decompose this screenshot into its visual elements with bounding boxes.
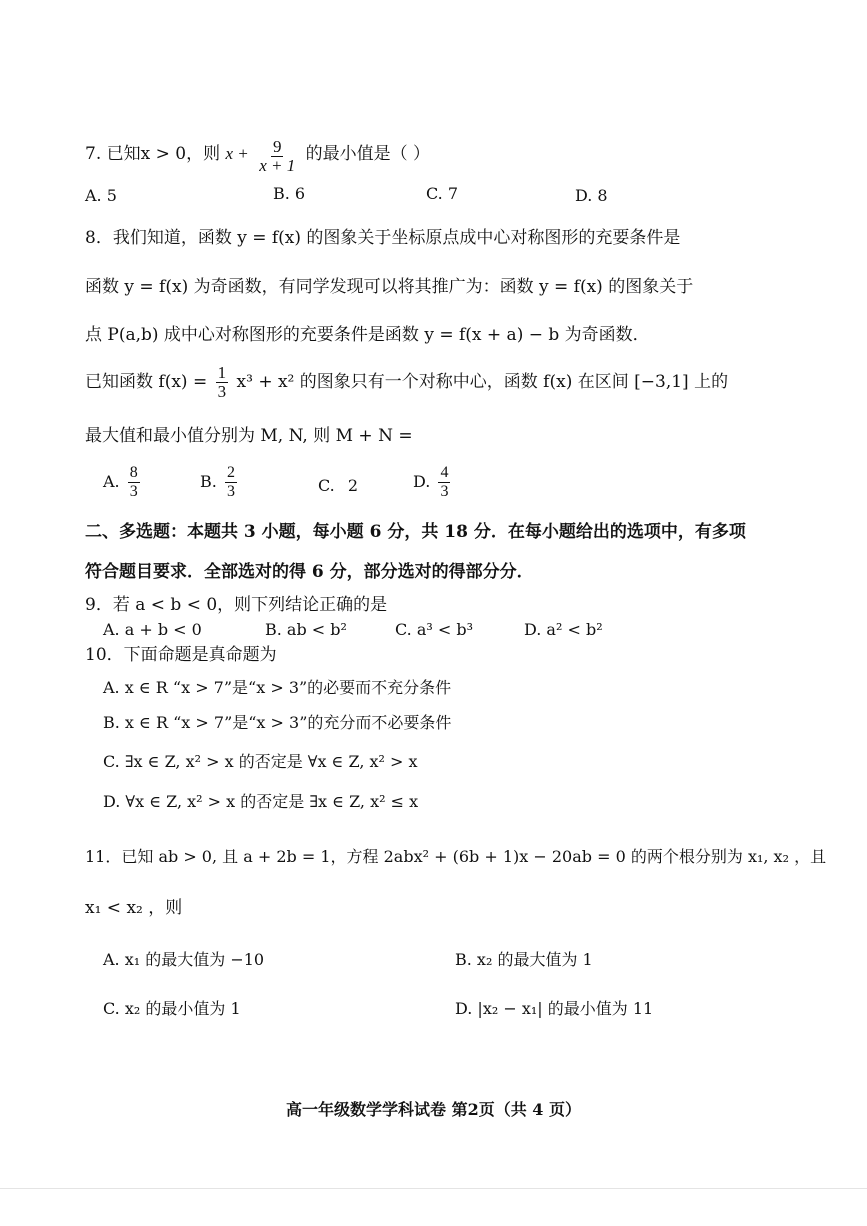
- q8-line-1: 8．我们知道，函数 y = f(x) 的图象关于坐标原点成中心对称图形的充要条件是: [85, 228, 681, 248]
- q8-option-d-frac: [438, 464, 450, 501]
- q9-option-b: B. ab < b²: [265, 620, 347, 639]
- page-footer: 高一年级数学学科试卷 第2页（共 4 页）: [286, 1100, 581, 1119]
- q8-option-b-label: B.: [200, 472, 217, 491]
- q11-line-2: x₁ < x₂ ，则: [85, 898, 183, 918]
- q8-line-4: [85, 364, 728, 401]
- q7-option-d: D. 8: [575, 186, 608, 205]
- q8-option-a-den: 3: [129, 483, 138, 500]
- q8-frac-den: 3: [217, 382, 227, 401]
- q8-line-4-pre: 已知函数 f(x) =: [85, 372, 208, 392]
- q8-option-b-den: 3: [226, 483, 235, 500]
- q9-stem: 9．若 a < b < 0，则下列结论正确的是: [85, 595, 388, 615]
- q7-frac-num: 9: [272, 137, 282, 156]
- q8-option-b-frac: [225, 464, 237, 501]
- q8-option-d-num: 4: [440, 464, 449, 481]
- q8-option-c-label: C.: [318, 476, 335, 495]
- q8-option-d-den: 3: [440, 483, 449, 500]
- q10-option-b: B. x ∈ R “x > 7”是“x > 3”的充分而不必要条件: [103, 713, 452, 732]
- section-2-heading-line-1: 二、多选题：本题共 3 小题，每小题 6 分，共 18 分．在每小题给出的选项中，有多项: [85, 522, 746, 542]
- q8-option-d-label: D.: [413, 472, 431, 491]
- q8-line-5: 最大值和最小值分别为 M, N, 则 M + N =: [85, 426, 413, 446]
- q8-option-c-value: 2: [347, 476, 359, 495]
- q8-frac-num: 1: [217, 363, 227, 382]
- q10-option-d: D. ∀x ∈ Z, x² > x 的否定是 ∃x ∈ Z, x² ≤ x: [103, 792, 419, 811]
- q10-option-c: C. ∃x ∈ Z, x² > x 的否定是 ∀x ∈ Z, x² > x: [103, 752, 418, 771]
- q8-option-a-num: 8: [129, 464, 138, 481]
- q8-fraction: [216, 364, 229, 401]
- q11-option-d: D. |x₂ − x₁| 的最小值为 11: [455, 999, 654, 1018]
- q8-option-c: [318, 476, 358, 496]
- q8-option-b: [200, 464, 240, 501]
- q8-option-a-label: A.: [103, 472, 120, 491]
- q7-option-b: B. 6: [273, 184, 306, 203]
- q8-line-3: 点 P(a,b) 成中心对称图形的充要条件是函数 y = f(x + a) − b 为奇函数．: [85, 325, 650, 345]
- q11-option-b: B. x₂ 的最大值为 1: [455, 950, 593, 969]
- q7-stem-text: 7. 已知x > 0，则: [85, 144, 221, 164]
- q10-option-a: A. x ∈ R “x > 7”是“x > 3”的必要而不充分条件: [103, 678, 452, 697]
- q7-tail: 的最小值是（ ）: [305, 144, 431, 164]
- q9-option-a: A. a + b < 0: [103, 620, 202, 639]
- page-edge-divider: [0, 1188, 867, 1189]
- section-2-heading-line-2: 符合题目要求．全部选对的得 6 分，部分选对的得部分分．: [85, 562, 534, 582]
- q7-expr-lead: x +: [225, 144, 249, 163]
- q11-option-c: C. x₂ 的最小值为 1: [103, 999, 241, 1018]
- q7-fraction: [257, 138, 297, 175]
- q8-line-2: 函数 y = f(x) 为奇函数，有同学发现可以将其推广为：函数 y = f(x) 的图象关于: [85, 277, 694, 297]
- q8-option-b-num: 2: [226, 464, 235, 481]
- q8-line-4-post: x³ + x² 的图象只有一个对称中心，函数 f(x) 在区间 [−3,1] 上的: [236, 372, 729, 392]
- q9-option-c: C. a³ < b³: [395, 620, 474, 639]
- q7-option-c: C. 7: [426, 184, 459, 203]
- q8-option-d: [413, 464, 453, 501]
- q7-frac-den: x + 1: [259, 156, 296, 175]
- q11-line-1: 11．已知 ab > 0, 且 a + 2b = 1，方程 2abx² + (6b + 1)x − 20ab = 0 的两个根分别为 x₁, x₂ ，且: [85, 847, 827, 866]
- q11-option-a: A. x₁ 的最大值为 −10: [103, 950, 265, 969]
- q10-stem: 10．下面命题是真命题为: [85, 645, 277, 665]
- q8-option-a-frac: [128, 464, 140, 501]
- q7-option-a: A. 5: [85, 186, 117, 205]
- q9-option-d: D. a² < b²: [524, 620, 603, 639]
- q7-stem: [85, 136, 430, 173]
- q8-option-a: [103, 464, 143, 501]
